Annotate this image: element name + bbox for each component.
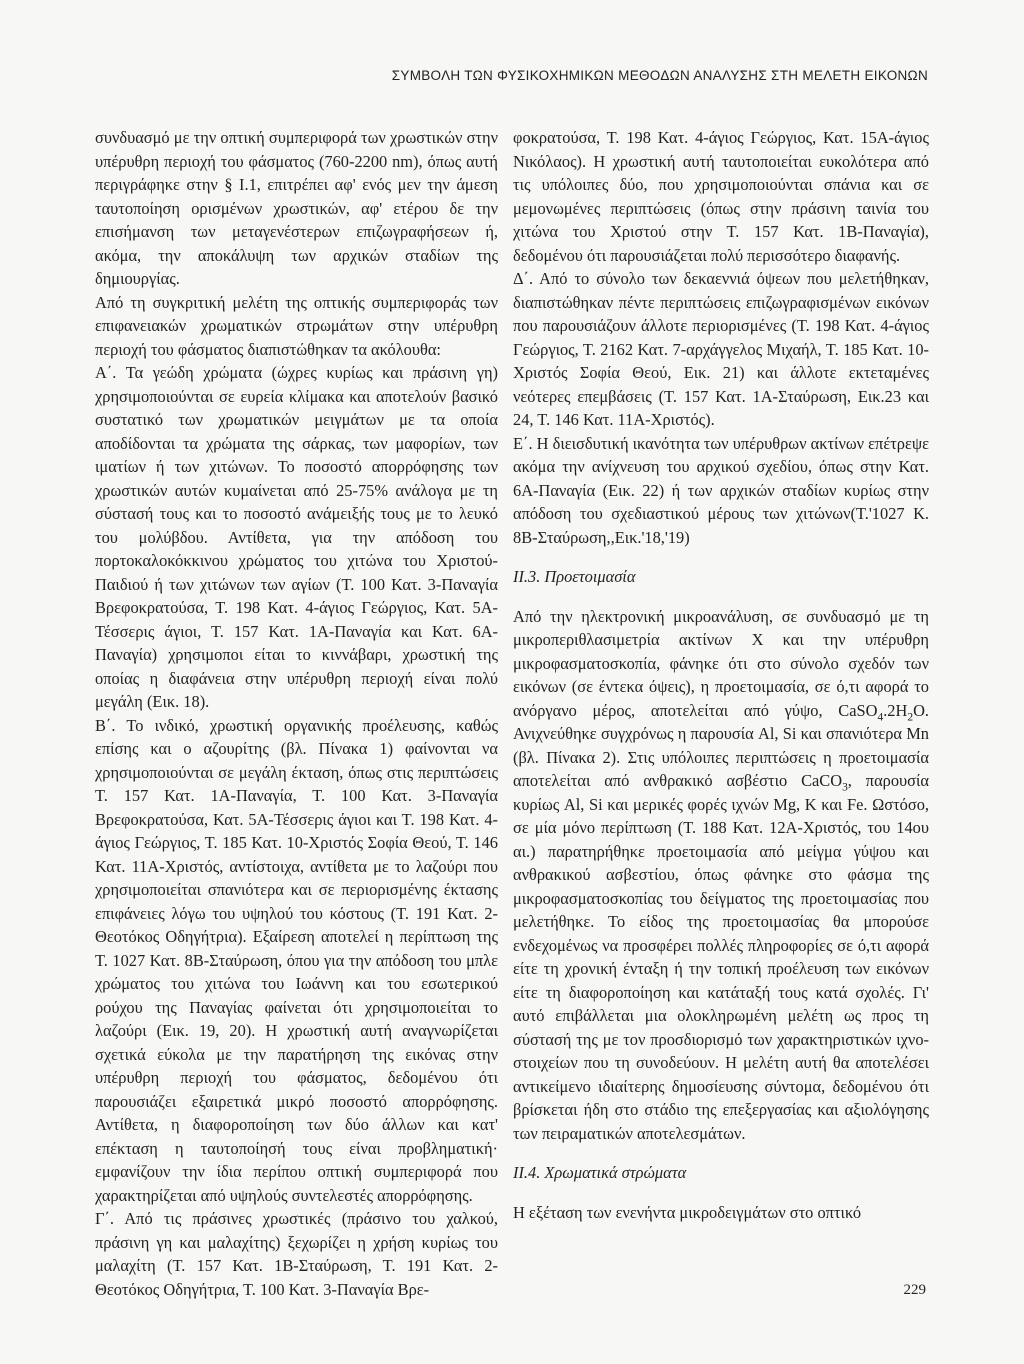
running-header: ΣΥΜΒΟΛΗ ΤΩΝ ΦΥΣΙΚΟΧΗΜΙΚΩΝ ΜΕΘΟΔΩΝ ΑΝΑΛΥΣΗΣ ΣΤΗ ΜΕΛΕΤΗ ΕΙΚΟΝΩΝ xyxy=(391,68,928,83)
paragraph: συνδυασμό με την οπτική συμπεριφορά των χρωστικών στην υπέρυθρη περιοχή του φάσματος (760-2200 nm), όπως αυτή περιγράφηκε στην § I.1, επιτρέπει αφ' ενός μεν την άμεση ταυτοποίηση ορισμένων χρωστικών, αφ' ετέρου δε την επισήμανση των μεταγενέστερων επιζωγραφήσεων ή, ακόμα, την αποκάλυψη των αρχικών σταδίων της δημιουργίας. xyxy=(95,128,498,288)
paragraph: Β΄. Το ινδικό, χρωστική οργανικής προέλευσης, καθώς επίσης και ο αζουρίτης (βλ. Πίνακα 1) φαίνονται να χρησιμοποιούνται σε μεγάλη έκταση, όπως στις περιπτώσεις Τ. 157 Κατ. 1Α-Παναγία, Τ. 100 Κατ. 3-Παναγία Βρεφοκρατούσα, Κατ. 5Α-Τέσσερις άγιοι και Τ. 198 Κατ. 4-άγιος Γεώργιος, Τ. 185 Κατ. 10-Χριστός Σοφία Θεού, Τ. 146 Κατ. 11Α-Χριστός, αντίστοιχα, αντίθετα με το λαζούρι που χρησιμοποιείται σπανιότερα και σε περιορισμένης έκτασης επιφάνειες λόγω του υψηλού του κόστους (Τ. 191 Κατ. 2-Θεοτόκος Οδηγήτρια). Εξαίρεση αποτελεί η περίπτωση της Τ. 1027 Κατ. 8Β-Σταύρωση, όπου για την απόδοση του μπλε χρώματος του χιτώνα του Ιωάννη και του εσωτερικού ρούχου της Παναγίας φαίνεται ότι χρησιμοποιείται το λαζούρι (Εικ. 19, 20). Η χρωστική αυτή αναγνωρίζεται σχετικά εύκολα με την παρατήρηση της εικόνας στην υπέρυθρη περιοχή του φάσματος, δεδομένου ότι παρουσιάζει εξαιρετικά μικρό ποσοστό απορρόφησης. Αντίθετα, η διαφοροποίηση των δύο άλλων και κατ' επέκταση η ταυτοποίησή τους είναι προβληματική· εμφανίζουν την ίδια περίπου οπτική συμπεριφορά που χαρακτηρίζεται από υψηλούς συντελεστές απορρόφησης. xyxy=(95,715,498,1205)
section-heading: ΙΙ.3. Προετοιμασία xyxy=(513,567,636,586)
paragraph: Α΄. Τα γεώδη χρώματα (ώχρες κυρίως και πράσινη γη) χρησιμοποιούνται σε ευρεία κλίμακα και αποτελούν βασικό συστατικό των χρωματικών μειγμάτων με τα οποία αποδίδονται τα χρώματα της σάρκας, των μαφορίων, των ιματίων ή των χιτώνων. Το ποσοστό απορρόφησης των χρωστικών αυτών κυμαίνεται από 25-75% ανάλογα με τη σύστασή τους και το ποσοστό ανάμειξής τους με το λευκό του μολύβδου. Αντίθετα, για την απόδοση του πορτοκαλοκόκκινου χρώματος του χιτώνα του Χριστού-Παιδιού ή των χιτώνων των αγίων (Τ. 100 Κατ. 3-Παναγία Βρεφοκρατούσα, Τ. 198 Κατ. 4-άγιος Γεώργιος, Κατ. 5Α-Τέσσερις άγιοι, Τ. 157 Κατ. 1Α-Παναγία και Κατ. 6Α-Παναγία) χρησιμοποι είται το κιννάβαρι, χρωστική της οποίας η διαφάνεια στην υπέρυθρη περιοχή είναι πολύ μεγάλη (Εικ. 18). xyxy=(95,363,498,711)
section-heading: ΙΙ.4. Χρωματικά στρώματα xyxy=(513,1163,687,1182)
paragraph xyxy=(513,605,929,1146)
subscript: 2 xyxy=(907,710,914,723)
paragraph: Η εξέταση των ενενήντα μικροδειγμάτων στο οπτικό xyxy=(513,1202,862,1222)
page-number: 229 xyxy=(903,1282,926,1298)
paragraph: φοκρατούσα, Τ. 198 Κατ. 4-άγιος Γεώργιος, Κατ. 15Α-άγιος Νικόλαος). Η χρωστική αυτή ταυτοποιείται ευκολότερα από τις υπόλοιπες δύο, που χρησιμοποιούνται σπάνια και σε μεμονωμένες περιπτώσεις (όπως στην πράσινη ταινία του χιτώνα του Χριστού στην Τ. 157 Κατ. 1Β-Παναγία), δεδομένου ότι παρουσιάζεται πολύ περισσότερο διαφανής. xyxy=(513,128,929,265)
subscript: 3 xyxy=(842,781,848,794)
left-column xyxy=(95,126,498,1301)
paragraph: Από τη συγκριτική μελέτη της οπτικής συμπεριφοράς των επιφανειακών χρωματικών στρωμάτων στην υπέρυθρη περιοχή του φάσματος διαπιστώθηκαν τα ακόλουθα: xyxy=(95,292,498,359)
text-run: Από την ηλεκτρονική μικροανάλυση, σε συνδυασμό με τη μικροπεριθλασιμετρία ακτίνων Χ και την υπέρυθρη μικροφασματοσκοπία, φάνηκε ότι στο σύνολο σχεδόν των εικόνων (σε έντεκα όψεις), η προετοιμασία, σε ό,τι αφορά το ανόργανο μέρος, αποτελείται από γύψο, CaSO xyxy=(513,606,929,720)
paragraph: Δ΄. Από το σύνολο των δεκαεννιά όψεων που μελετήθηκαν, διαπιστώθηκαν πέντε περιπτώσεις επιζωγραφισμένων εικόνων που παρουσιάζουν άλλοτε περιορισμένες (Τ. 198 Κατ. 4-άγιος Γεώργιος, Τ. 2162 Κατ. 7-αρχάγγελος Μιχαήλ, Τ. 185 Κατ. 10-Χριστός Σοφία Θεού, Εικ. 21) και άλλοτε εκτεταμένες νεότερες επεμβάσεις (Τ. 157 Κατ. 1Α-Σταύρωση, Εικ.23 και 24, Τ. 146 Κατ. 11Α-Χριστός). xyxy=(513,269,929,429)
paragraph: Γ΄. Από τις πράσινες χρωστικές (πράσινο του χαλκού, πράσινη γη και μαλαχίτης) ξεχωρίζει η χρήση κυρίως του μαλαχίτη (Τ. 157 Κατ. 1Β-Σταύρωση, Τ. 191 Κατ. 2-Θεοτόκος Οδηγήτρια, Τ. 100 Κατ. 3-Παναγία Βρε- xyxy=(95,1209,498,1299)
right-column xyxy=(513,126,929,1224)
subscript: 4 xyxy=(877,710,884,723)
text-run: .2H xyxy=(883,700,908,720)
paragraph: Ε΄. Η διεισδυτική ικανότητα των υπέρυθρων ακτίνων επέτρεψε ακόμα την ανίχνευση του αρχικού σχεδίου, όπως στην Κατ. 6Α-Παναγία (Εικ. 22) ή των αρχικών σταδίων κυρίως στην απόδοση του σχεδιαστικού μέρους των χιτώνων(Τ.'1027 Κ. 8Β-Σταύρωση,,Εικ.'18,'19) xyxy=(513,433,929,547)
text-run: , παρουσία κυρίως Al, Si και μερικές φορές ιχνών Mg, K και Fe. Ωστόσο, σε μία μόνο περίπτωση (Τ. 188 Κατ. 12Α-Χριστός, του 14ου αι.) παρατηρήθηκε προετοιμασία από μείγμα γύψου και ανθρακικού ασβεστίου, όπως φάνηκε στο φάσμα της μικροφασματοσκοπίας του δείγματος της προετοιμασίας που μελετήθηκε. Το είδος της προετοιμασίας θα μπορούσε ενδεχομένως να προσφέρει πολλές πληροφορίες σε ό,τι αφορά είτε τη χρονική ένταξη ή την τοπική προέλευση των εικόνων είτε τη διαφοροποίηση και κατάταξή τους κατά σχολές. Γι' αυτό επιβάλλεται μια ολοκληρωμένη μελέτη ως προς τη σύστασή της με τον προσδιορισμό των χαρακτηριστικών ιχνοστοιχείων που τη συνοδεύουν. Η μελέτη αυτή θα αποτελέσει αντικείμενο ιδιαίτερης δημοσίευσης σύντομα, δεδομένου ότι βρίσκεται ήδη στο στάδιο της επεξεργασίας και αξιολόγησης των πειραματικών αποτελεσμάτων. xyxy=(513,771,929,1143)
text-run: O. Ανιχνεύθηκε συγχρόνως η παρουσία Al, Si και σπανιότερα Mn (βλ. Πίνακα 2). Στις υπόλοιπες περιπτώσεις η προετοιμασία αποτελείται από ανθρακικό ασβέστιο CaCO xyxy=(513,700,929,790)
